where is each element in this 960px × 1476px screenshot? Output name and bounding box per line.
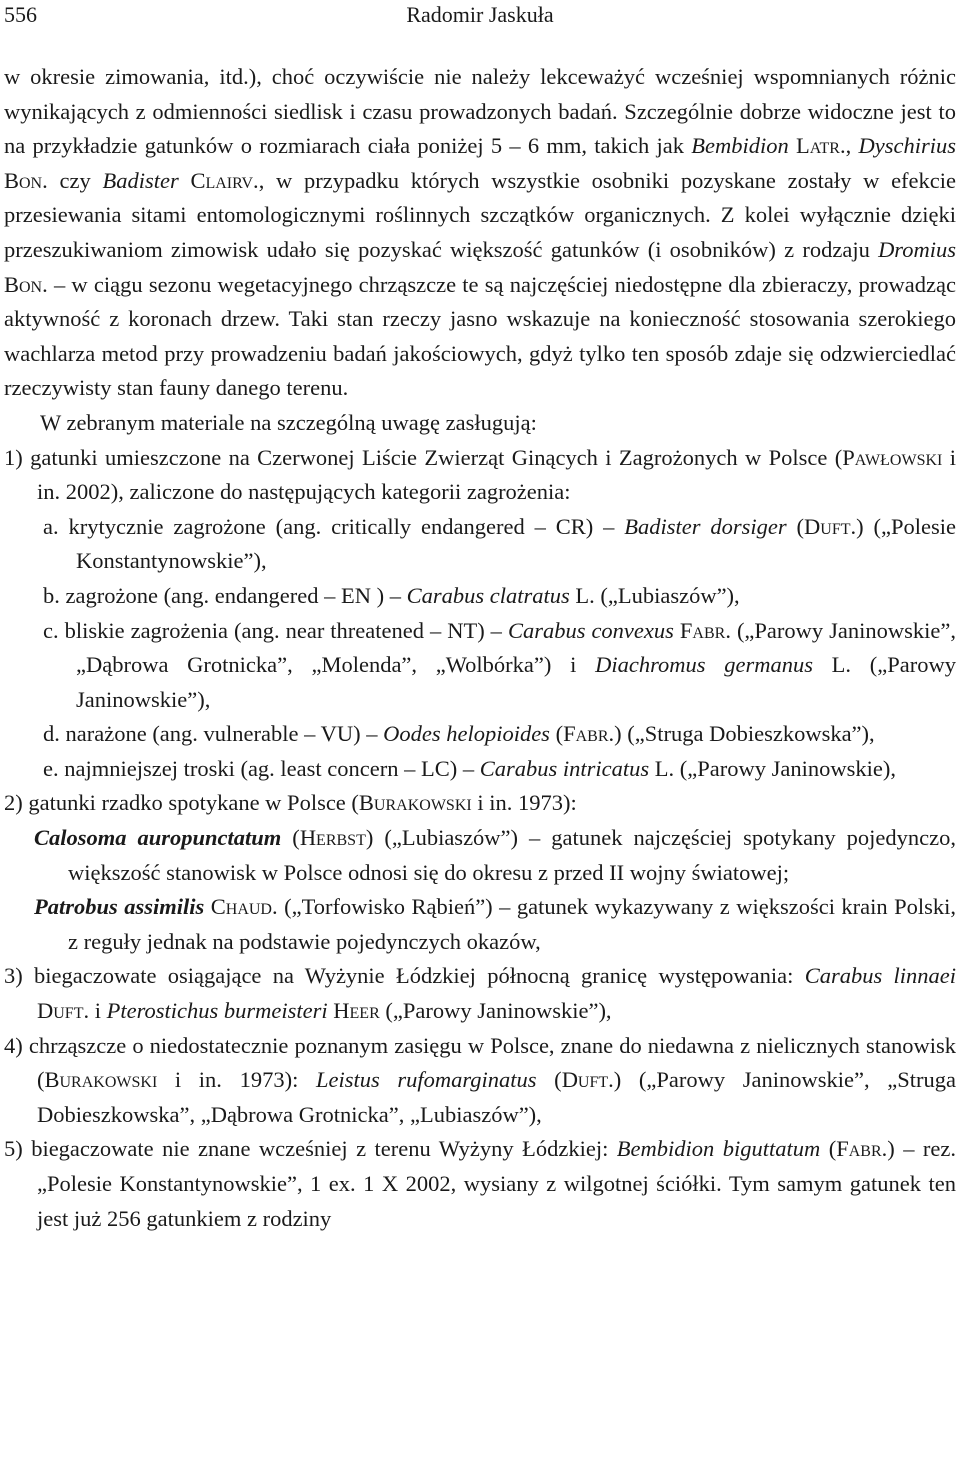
list-item-4 (4, 1029, 956, 1133)
text-run: c. bliskie zagrożenia (ang. near threatened – NT) – (43, 617, 508, 643)
author-name: Clairv. (190, 167, 259, 193)
author-name: Bon. (4, 167, 48, 193)
genus-name: Dyschirius (858, 133, 956, 159)
page-header (0, 0, 960, 34)
text-run: i in. 1973): (471, 790, 577, 816)
genus-name: Badister (102, 167, 179, 193)
author-name: Pawłowski (842, 444, 943, 470)
text-run: 4) chrząszcze o niedostatecznie poznanym zasięgu w Polsce, znane do niedawna z nielicznych stanowisk ( (4, 1032, 956, 1093)
text-run: ) („Polesie Konstantynowskie”), (76, 513, 956, 574)
text-run: ) („Struga Dobieszkowska”), (614, 721, 875, 747)
author-name: Duft. (804, 513, 857, 539)
text-run: w okresie zimowania, itd.), choć oczywiście nie należy lekceważyć wcześniej wspomnianych różnic wynikających z odmienności siedlisk i czasu prowadzonych badań. Szczególnie dobrze widoczne jest to na przykładzie gatunków o rozmiarach ciała poniżej 5 – 6 mm, takich jak (4, 64, 956, 159)
text-run: 1) gatunki umieszczone na Czerwonej Liście Zwierząt Ginących i Zagrożonych w Polsce ( (4, 444, 843, 470)
text-run: i in. 2002), zaliczone do następujących kategorii zagrożenia: (37, 444, 956, 505)
text-run: 2) gatunki rzadko spotykane w Polsce ( (4, 790, 359, 816)
author-name: Burakowski (358, 790, 472, 816)
text-run: ( (820, 1136, 837, 1162)
text-run: ) („Lubiaszów”) – gatunek najczęściej spotykany pojedynczo, większość stanowisk w Polsce odnosi się do okresu z przed II wojny światowej; (68, 825, 956, 885)
genus-name: Bembidion (691, 133, 789, 159)
author-name: Burakowski (44, 1067, 158, 1093)
author-name: Chaud. (210, 894, 278, 920)
species-name: Carabus clatratus (406, 582, 570, 608)
genus-name: Dromius (878, 236, 956, 262)
text-run: e. najmniejszej troski (ag. least concern – LC) – (43, 755, 480, 781)
species-name: Carabus convexus (507, 617, 674, 643)
species-name: Pterostichus burmeisteri (106, 998, 328, 1024)
text-run: ( (536, 1067, 562, 1093)
species-name: Diachromus germanus (595, 652, 813, 678)
text-run: , w przypadku których wszystkie osobniki pozyskane zostały w efekcie przesiewania sitami entomologicznymi roślinnych szczątków organicznych. Z kolei wyłącznie dzięki przeszukiwaniom zimowisk udało się pozyskać większość gatunków (i osobników) z rodzaju (4, 167, 957, 262)
text-run: 5) biegaczowate nie znane wcześniej z terenu Wyżyny Łódzkiej: (4, 1136, 617, 1162)
text-run: b. zagrożone (ang. endangered – EN ) – (43, 582, 407, 608)
species-name: Carabus intricatus (479, 755, 650, 781)
species-entry (4, 821, 956, 890)
text-run: d. narażone (ang. vulnerable – VU) – (43, 721, 384, 747)
author-name: Fabr. (679, 617, 731, 643)
text-run: L. („Parowy Janinowskie), (649, 755, 896, 781)
sublist-item-b (4, 579, 956, 614)
author-name: Fabr. (563, 721, 615, 747)
species-name: Leistus rufomarginatus (315, 1067, 537, 1093)
species-name: Oodes helopioides (383, 721, 550, 747)
text-run: a. krytycznie zagrożone (ang. critically endangered – CR) – (43, 513, 625, 539)
species-name: Bembidion biguttatum (616, 1136, 821, 1162)
list-item-2 (4, 786, 956, 821)
author-name: Herbst (299, 825, 366, 851)
text-run: i (89, 998, 107, 1024)
text-run: L. („Lubiaszów”), (569, 582, 740, 608)
species-name: Badister dorsiger (624, 513, 787, 539)
text-run: („Parowy Janinowskie”, „Dąbrowa Grotnicka”, „Molenda”, „Wolbórka”) i (76, 617, 956, 678)
list-item-1 (4, 441, 956, 510)
text-run: ( (281, 825, 300, 851)
author-name: Bon. (4, 271, 48, 297)
text-run: ( (549, 721, 564, 747)
running-head: Radomir Jaskuła (406, 2, 554, 27)
sublist-item-d (4, 717, 956, 752)
text-run: – w ciągu sezonu wegetacyjnego chrząszcze te są najczęściej niedostępne dla zbieraczy, prowadząc aktywność z koronach drzew. Taki stan rzeczy jasno wskazuje na konieczność stosowania szerokiego wachlarza metod przy prowadzeniu badań jakościowych, gdyż tylko ten sposób zdaje się odzwierciedlać rzeczywisty stan fauny danego terenu. (4, 271, 956, 401)
text-run: 3) biegaczowate osiągające na Wyżynie Łódzkiej północną granicę występowania: (4, 963, 805, 989)
species-name: Carabus linnaei (804, 963, 956, 989)
species-entry (4, 890, 956, 959)
text-run: ) – rez. „Polesie Konstantynowskie”, 1 ex. 1 X 2002, wysiany z wilgotnej ściółki. Tym samym gatunek ten jest już 256 gatunkiem z rodziny (37, 1136, 956, 1231)
text-run: ) („Parowy Janinowskie”, „Struga Dobieszkowska”, „Dąbrowa Grotnicka”, „Lubiaszów”), (37, 1067, 957, 1127)
sublist-item-a (4, 510, 956, 579)
sublist-item-e (4, 752, 956, 787)
text-run: („Parowy Janinowskie”), (379, 998, 612, 1024)
text-run: („Torfowisko Rąbień”) – gatunek wykazywany z większości krain Polski, z reguły jednak na podstawie pojedynczych okazów, (68, 894, 957, 954)
text-run: i in. 1973): (157, 1067, 316, 1093)
text-run: L. („Parowy Janinowskie”), (76, 652, 956, 712)
list-item-3 (4, 959, 956, 1028)
author-name: Duft. (561, 1067, 614, 1093)
species-name: Calosoma auropunctatum (34, 825, 282, 851)
text-run: ( (786, 513, 805, 539)
page-number: 556 (4, 2, 37, 27)
author-name: Fabr. (836, 1136, 888, 1162)
text-run: czy (47, 167, 103, 193)
author-name: Latr. (796, 133, 846, 159)
text-run: , (845, 133, 859, 159)
paragraph (4, 60, 956, 406)
sublist-item-c (4, 614, 956, 718)
author-name: Duft. (37, 998, 90, 1024)
paragraph: W zebranym materiale na szczególną uwagę zasługują: (40, 409, 537, 435)
author-name: Heer (333, 998, 380, 1024)
list-item-5 (4, 1132, 956, 1236)
body-text (4, 60, 956, 1236)
species-name: Patrobus assimilis (34, 894, 205, 920)
